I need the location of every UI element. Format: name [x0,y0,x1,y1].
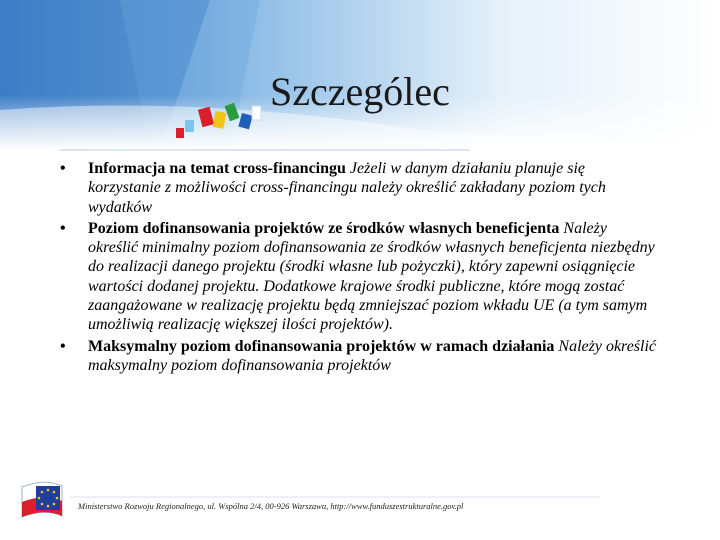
footer-address: Ministerstwo Rozwoju Regionalnego, ul. Wspólna 2/4, 00-926 Warszawa, http://www.funduszestrukturalne.gov.pl [78,501,464,511]
bullet-item [60,219,660,335]
bullet-heading: Maksymalny poziom dofinansowania projektów w ramach działania [88,337,559,355]
bullet-item [60,337,660,376]
bullet-description: Należy określić minimalny poziom dofinansowania ze środków własnych beneficjenta niezbędny do realizacji danego projektu (środki własne lub pożyczki), który zapewni osiągnięcie wartości dodanej projektu. Dodatkowe krajowe środki publiczne, które mogą zostać zaangażowane w realizację projektu będą zmniejszać poziom wkładu UE (a tym samym umożliwią realizację większej ilości projektów). [88,219,655,334]
slide-title: Szczególec [270,69,450,114]
bullet-item [60,159,660,217]
bullet-marker: • [60,337,66,355]
bullet-heading: Informacja na temat cross-financingu [88,160,350,177]
bullet-marker: • [60,160,66,177]
bullet-list [60,159,660,377]
bullet-heading: Poziom dofinansowania projektów ze środków własnych beneficjenta [88,219,564,237]
bullet-marker: • [60,219,66,237]
bullet-description: Należy określić maksymalny poziom dofinansowania projektów [88,337,657,374]
ministry-logo [22,482,62,517]
bullet-description: Jeżeli w danym działaniu planuje się korzystanie z możliwości cross-financingu należy określić zakładany poziom tych wydatków [88,160,606,216]
